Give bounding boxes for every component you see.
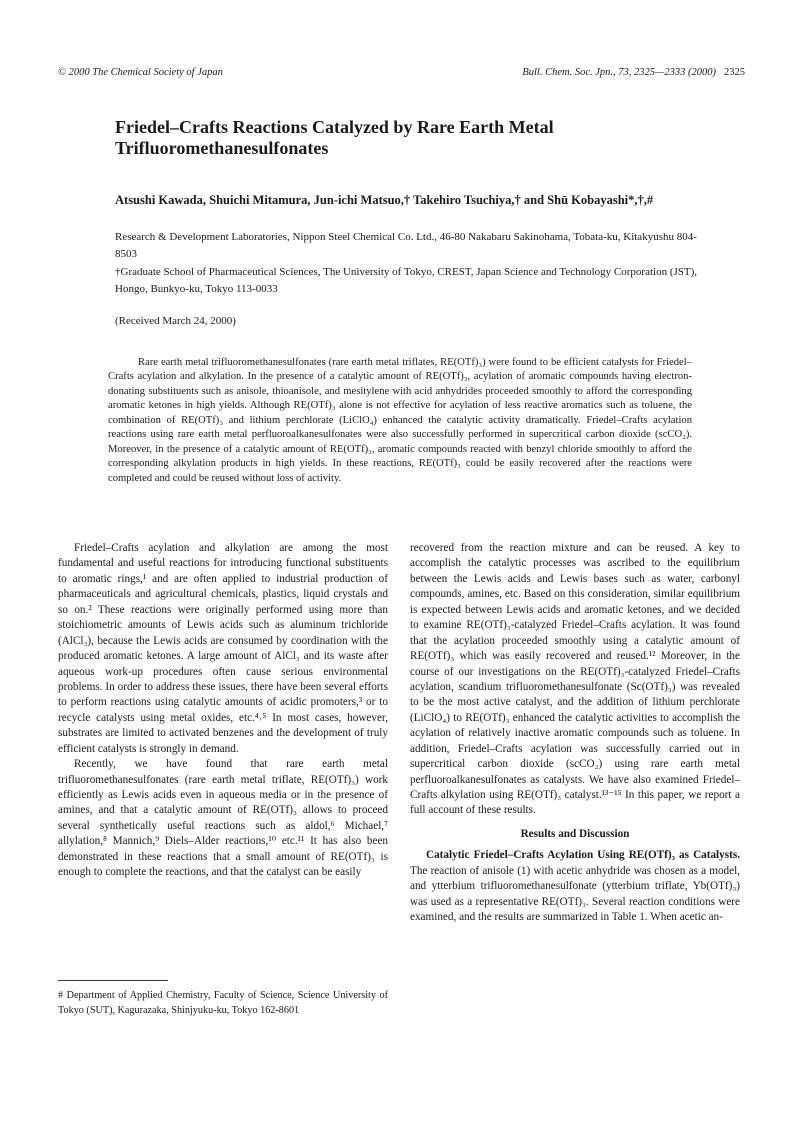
article-title: Friedel–Crafts Reactions Catalyzed by Rare Earth Metal Trifluoromethanesulfonates [115,117,554,158]
affiliation-1: Research & Development Laboratories, Nippon Steel Chemical Co. Ltd., 46-80 Nakabaru Sakinohama, Tobata-ku, Kitakyushu 804-8503 [115,231,697,260]
footnote-divider [58,980,168,981]
subsection-title: Catalytic Friedel–Crafts Acylation Using RE(OTf)₃ as Catalysts. [426,849,740,862]
page-number: 2325 [724,67,745,78]
body-column-right [410,541,740,926]
affiliation-2: †Graduate School of Pharmaceutical Sciences, The University of Tokyo, CREST, Japan Science and Technology Corporation (JST), Hongo, Bunkyo-ku, Tokyo 113-0033 [115,266,698,295]
abstract: Rare earth metal trifluoromethanesulfonates (rare earth metal triflates, RE(OTf)₃) were found to be efficient catalysts for Friedel–Crafts acylation and alkylation. In the presence of a catalytic amount of RE(OTf)₃, acylation of aromatic compounds having electron-donating substituents such as anisole, thioanisole, and mesitylene with acid anhydrides proceeded smoothly to afford the corresponding aromatic ketones in high yields. Although RE(OTf)₃ alone is not effective for acylation of less reactive aromatics such as toluene, the combination of RE(OTf)₃ and lithium perchlorate (LiClO₄) enhanced the catalytic activity dramatically. Friedel–Crafts acylation reactions using rare earth metal perfluoroalkanesulfonates were also successfully performed in supercritical carbon dioxide (scCO₂). Moreover, in the presence of a catalytic amount of RE(OTf)₃, aromatic compounds reacted with benzyl chloride smoothly to afford the corresponding alkylation products in high yields. In these reactions, RE(OTf)₃ could be easily recovered after the reactions were completed and could be reused without loss of activity. [108,357,692,484]
paragraph-results-text: The reaction of anisole (1) with acetic anhydride was chosen as a model, and ytterbium trifluoromethanesulfonate (ytterbium triflate, Yb(OTf)₃) was used as a representative RE(OTf)₃. Several reaction conditions were examined, and the results are summarized in Table 1. When acetic an- [410,864,740,924]
paragraph-results [410,848,740,925]
running-head-left: © 2000 The Chemical Society of Japan [58,67,223,78]
paragraph-continuation: recovered from the reaction mixture and can be reused. A key to accomplish the catalytic processes was ascribed to the equilibrium between the Lewis acids and Lewis bases such as water, carbonyl compounds, amines, etc. Based on this consideration, similar equilibrium is expected between Lewis acids and aromatic ketones, and we decided to examine RE(OTf)₃-catalyzed Friedel–Crafts acylation. It was found that the acylation proceeded smoothly using a catalytic amount of RE(OTf)₃ which was easily recovered and reused.¹² Moreover, in the course of our investigations on the RE(OTf)₃-catalyzed Friedel–Crafts acylation, scandium trifluoromethanesulfonate (Sc(OTf)₃) was revealed to be the most active catalyst, and the addition of lithium perchlorate (LiClO₄) to RE(OTf)₃ enhanced the catalytic activities to accomplish the acylation of relatively inactive aromatic compounds such as toluene. In addition, Friedel–Crafts acylation was successfully carried out in supercritical carbon dioxide (scCO₂) using rare earth metal perfluoroalkanesulfonates as catalysts. We have also examined Friedel–Crafts alkylation using RE(OTf)₃ catalyst.¹³⁻¹⁵ In this paper, we report a full account of these results. [410,542,740,817]
journal-citation: Bull. Chem. Soc. Jpn., 73, 2325—2333 (2000) [522,67,716,78]
running-head-right [522,67,745,78]
body-column-left [58,541,388,881]
footnote: # Department of Applied Chemistry, Faculty of Science, Science University of Tokyo (SUT), Kagurazaka, Shinjyuku-ku, Tokyo 162-8601 [58,990,388,1016]
paragraph-recent-work: Recently, we have found that rare earth metal trifluoromethanesulfonates (rare earth metal triflate, RE(OTf)₃) work efficiently as Lewis acids even in aqueous media or in the presence of amines, and that a catalytic amount of RE(OTf)₃ allows to proceed several synthetically useful reactions such as aldol,⁶ Michael,⁷ allylation,⁸ Mannich,⁹ Diels–Alder reactions,¹⁰ etc.¹¹ It has also been demonstrated in these reactions that a small amount of RE(OTf)₃ is enough to complete the reactions, and that the catalyst can be easily [58,758,388,879]
received-date: (Received March 24, 2000) [115,315,236,327]
author-list: Atsushi Kawada, Shuichi Mitamura, Jun-ichi Matsuo,† Takehiro Tsuchiya,† and Shū Kobayashi*,†,# [115,193,654,207]
paragraph-intro: Friedel–Crafts acylation and alkylation are among the most fundamental and useful reactions for introducing functional substituents to aromatic rings,¹ and are often applied to industrial production of pharmaceuticals and agricultural chemicals, plastics, liquid crystals and so on.² These reactions were originally performed using more than stoichiometric amounts of Lewis acids such as aluminum trichloride (AlCl₃), because the Lewis acids are consumed by coordination with the produced aromatic ketones. A large amount of AlCl₃ and its waste after aqueous work-up procedures often cause serious environmental problems. In order to address these issues, there have been several efforts to perform reactions using catalytic amounts of acidic promoters,³ or to recycle catalysts using metal oxides, etc.⁴˒⁵ In most cases, however, substrates are limited to activated benzenes and the development of truly efficient catalysts is strongly in demand. [58,542,388,755]
section-heading: Results and Discussion [520,827,630,840]
